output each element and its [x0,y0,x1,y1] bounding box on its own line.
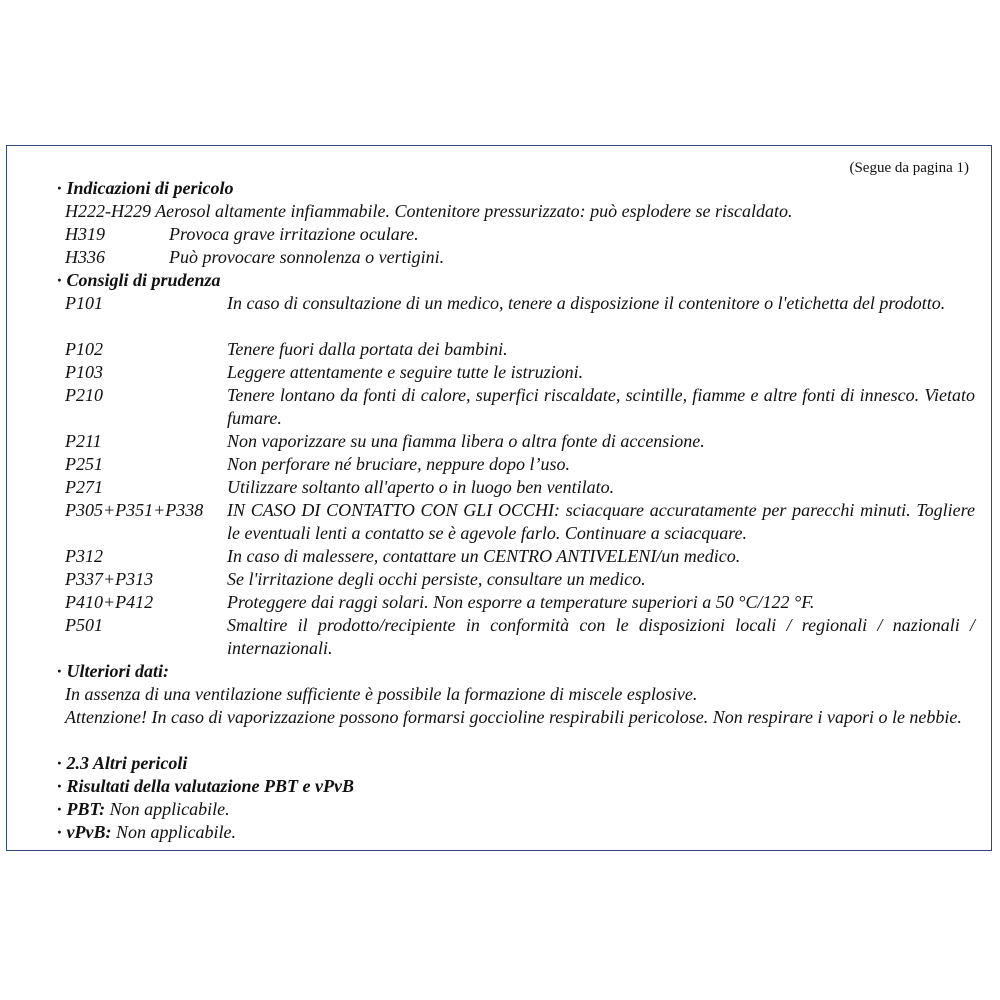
further-data-paragraph: Attenzione! In caso di vaporizzazione possono formarsi goccioline respirabili pericolose. Non respirare i vapori o le nebbie. [65,707,962,727]
pbt-assessment-title: Risultati della valutazione PBT e vPvB [66,776,354,796]
precaution-code: P102 [65,339,103,359]
precaution-text: In caso di consultazione di un medico, tenere a disposizione il contenitore o l'etichetta del prodotto. [227,293,946,313]
other-hazards-title: 2.3 Altri pericoli [66,753,188,773]
hazard-code: H319 [65,224,105,244]
precaution-code: P337+P313 [65,569,154,589]
other-hazards-heading: · 2.3 Altri pericoli [57,753,188,773]
precaution-text: Tenere lontano da fonti di calore, superfici riscaldate, scintille, fiamme e altre fonti di innesco. Vietato fumare. [227,385,975,428]
pbt-assessment-heading: · Risultati della valutazione PBT e vPvB [57,776,354,796]
vpvb-line: · vPvB: Non applicabile. [57,822,236,842]
precaution-text: Non vaporizzare su una fiamma libera o altra fonte di accensione. [227,431,705,451]
precaution-text: Tenere fuori dalla portata dei bambini. [227,339,508,359]
precaution-code: P211 [65,431,102,451]
precaution-code: P101 [65,293,103,313]
vpvb-label: vPvB: [66,822,112,842]
precaution-section-heading: · Consigli di prudenza [57,270,221,290]
hazard-code: H222-H229 [65,201,151,221]
precaution-text: Utilizzare soltanto all'aperto o in luogo ben ventilato. [227,477,615,497]
precaution-code: P103 [65,362,103,382]
precaution-text: IN CASO DI CONTATTO CON GLI OCCHI: sciacquare accuratamente per parecchi minuti. Togliere le eventuali lenti a contatto se è agevole farlo. Continuare a sciacquare. [227,500,975,543]
hazard-text: Può provocare sonnolenza o vertigini. [169,247,445,267]
pbt-line: · PBT: Non applicabile. [57,799,230,819]
further-data-line: In assenza di una ventilazione sufficiente è possibile la formazione di miscele esplosive. [65,684,698,704]
vpvb-value: Non applicabile. [115,822,236,842]
precaution-text: Proteggere dai raggi solari. Non esporre a temperature superiori a 50 °C/122 °F. [227,592,815,612]
hazard-row [65,223,419,246]
hazard-section-heading: · Indicazioni di pericolo [57,178,234,198]
precaution-code: P271 [65,477,103,497]
hazard-text: Aerosol altamente infiammabile. Contenitore pressurizzato: può esplodere se riscaldato. [155,201,793,221]
hazard-section-title: Indicazioni di pericolo [66,178,234,198]
precaution-code: P210 [65,385,103,405]
hazard-text: Provoca grave irritazione oculare. [169,224,419,244]
precaution-code: P312 [65,546,103,566]
precaution-code: P501 [65,615,103,635]
precaution-code: P410+P412 [65,592,154,612]
precaution-section-title: Consigli di prudenza [66,270,221,290]
hazard-code: H336 [65,247,105,267]
pbt-value: Non applicabile. [109,799,230,819]
precaution-text: In caso di malessere, contattare un CENTRO ANTIVELENI/un medico. [227,546,741,566]
precaution-code: P251 [65,454,103,474]
precaution-text: Se l'irritazione degli occhi persiste, consultare un medico. [227,569,646,589]
further-data-heading: · Ulteriori dati: [57,661,169,681]
hazard-row [65,246,444,269]
pbt-label: PBT: [66,799,106,819]
further-data-title: Ulteriori dati: [66,661,169,681]
document-frame [6,145,992,851]
precaution-text: Non perforare né bruciare, neppure dopo l’uso. [227,454,570,474]
precaution-code: P305+P351+P338 [65,500,204,520]
precaution-text: Leggere attentamente e seguire tutte le istruzioni. [227,362,584,382]
hazard-row [65,200,792,223]
precaution-text: Smaltire il prodotto/recipiente in conformità con le disposizioni locali / regionali / nazionali / internazionali. [227,615,975,658]
continued-note: (Segue da pagina 1) [849,160,969,176]
